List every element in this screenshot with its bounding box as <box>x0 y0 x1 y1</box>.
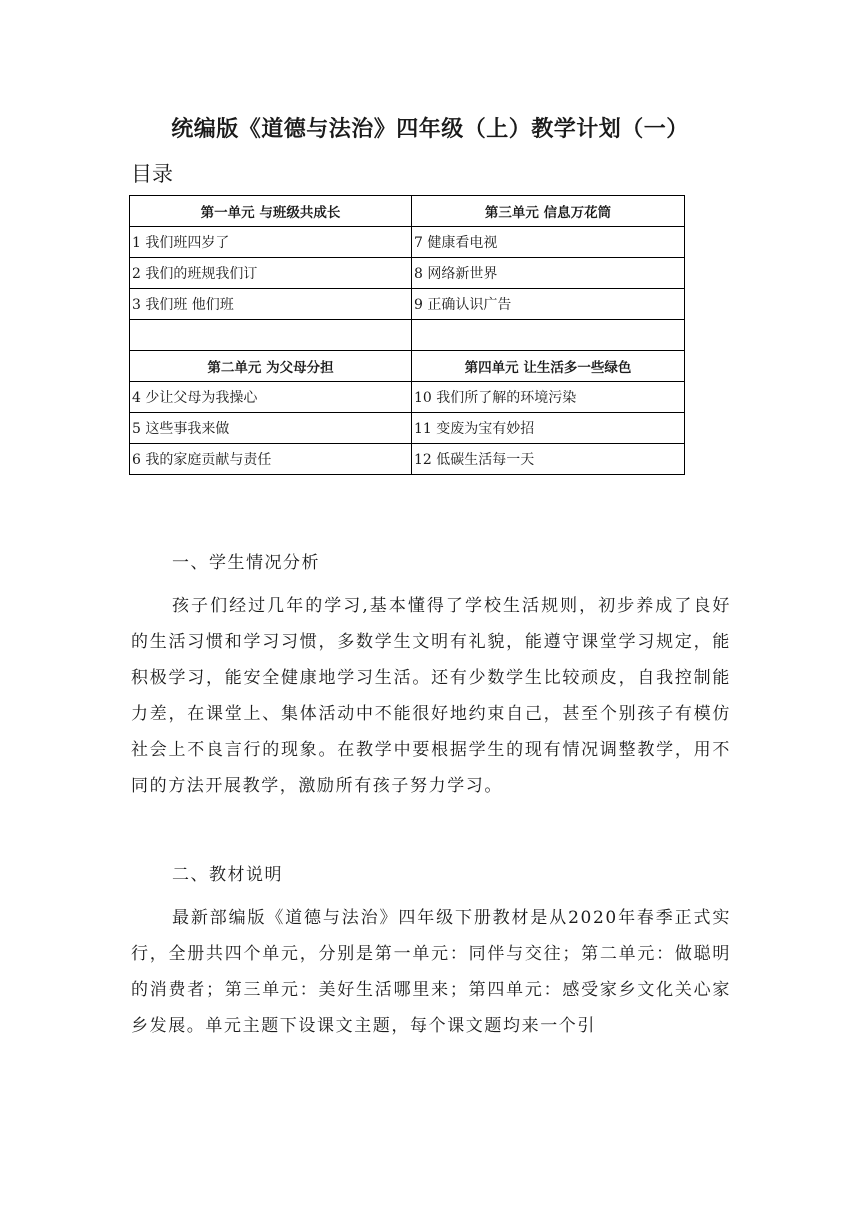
toc-lesson-cell <box>412 320 685 351</box>
document-title: 统编版《道德与法治》四年级（上）教学计划（一） <box>171 116 689 142</box>
toc-lesson-row <box>130 227 685 258</box>
toc-label: 目录 <box>131 162 173 186</box>
toc-lesson-row <box>130 258 685 289</box>
toc-unit-title: 第一单元 与班级共成长 <box>130 196 412 227</box>
toc-lesson-cell: 11 变废为宝有妙招 <box>412 413 685 444</box>
section-heading-textbook-description: 二、教材说明 <box>172 865 283 885</box>
toc-unit-title: 第二单元 为父母分担 <box>130 351 412 382</box>
toc-lesson-row <box>130 444 685 475</box>
toc-lesson-cell <box>130 320 412 351</box>
toc-lesson-row <box>130 289 685 320</box>
toc-lesson-cell: 6 我的家庭贡献与责任 <box>130 444 412 475</box>
toc-lesson-row <box>130 382 685 413</box>
paragraph-textbook-description: 最新部编版《道德与法治》四年级下册教材是从2020年春季正式实行，全册共四个单元，分别是第一单元：同伴与交往；第二单元：做聪明的消费者；第三单元：美好生活哪里来；第四单元：感受家乡文化关心家乡发展。单元主题下设课文主题，每个课文题均来一个引 <box>131 908 731 1036</box>
toc-lesson-cell: 8 网络新世界 <box>412 258 685 289</box>
toc-lesson-cell: 9 正确认识广告 <box>412 289 685 320</box>
toc-lesson-cell: 10 我们所了解的环境污染 <box>412 382 685 413</box>
section-heading-student-analysis: 一、学生情况分析 <box>172 553 320 573</box>
toc-lesson-cell: 1 我们班四岁了 <box>130 227 412 258</box>
paragraph-student-analysis: 孩子们经过几年的学习,基本懂得了学校生活规则，初步养成了良好的生活习惯和学习习惯，多数学生文明有礼貌，能遵守课堂学习规定，能积极学习，能安全健康地学习生活。还有少数学生比较顽皮，自我控制能力差，在课堂上、集体活动中不能很好地约束自己，甚至个别孩子有模仿社会上不良言行的现象。在教学中要根据学生的现有情况调整教学，用不同的方法开展教学，激励所有孩子努力学习。 <box>131 596 731 796</box>
toc-lesson-cell: 12 低碳生活每一天 <box>412 444 685 475</box>
toc-unit-title: 第四单元 让生活多一些绿色 <box>412 351 685 382</box>
toc-unit-title: 第三单元 信息万花筒 <box>412 196 685 227</box>
toc-lesson-row <box>130 320 685 351</box>
toc-unit-row <box>130 196 685 227</box>
toc-lesson-cell: 7 健康看电视 <box>412 227 685 258</box>
toc-lesson-row <box>130 413 685 444</box>
toc-table <box>129 195 685 475</box>
toc-lesson-cell: 5 这些事我来做 <box>130 413 412 444</box>
toc-lesson-cell: 4 少让父母为我操心 <box>130 382 412 413</box>
toc-unit-row <box>130 351 685 382</box>
toc-lesson-cell: 3 我们班 他们班 <box>130 289 412 320</box>
toc-lesson-cell: 2 我们的班规我们订 <box>130 258 412 289</box>
